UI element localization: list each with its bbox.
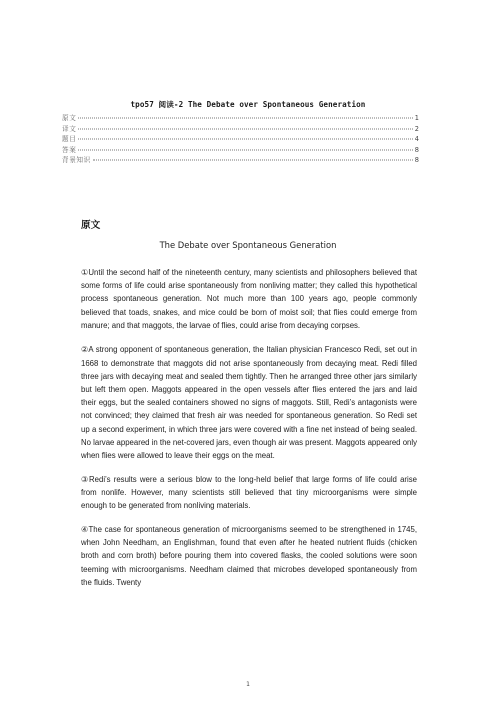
toc-entry-label: 题目 bbox=[62, 135, 77, 144]
toc-leader-dots bbox=[78, 118, 412, 119]
toc-entry[interactable] bbox=[62, 133, 419, 144]
section-heading: 原文 bbox=[81, 220, 101, 231]
toc-entry-label: 原文 bbox=[62, 114, 77, 122]
toc-entry-page: 2 bbox=[414, 124, 419, 133]
document-title: tpo57 阅读-2 The Debate over Spontaneous Generation bbox=[130, 100, 366, 109]
toc-entry-label: 答案 bbox=[62, 145, 77, 154]
toc-entry[interactable] bbox=[62, 144, 419, 155]
toc-leader-dots bbox=[78, 149, 412, 150]
paragraph: ③Redi’s results were a serious blow to the long-held belief that large forms of life could arise from nonlife. However, many scientists still believed that tiny microorganisms were simple enough to be generated from nonliving materials. bbox=[81, 474, 417, 511]
toc-entry-page: 8 bbox=[414, 156, 419, 165]
paragraph: ④The case for spontaneous generation of microorganisms seemed to be strengthened in 1745, when John Needham, an Englishman, found that even after he heated nutrient fluids (chicken broth and corn broth) before pouring them into covered flasks, the cooled solutions were soon teeming with microorganisms. Needham claimed that microbes developed spontaneously from the fluids. Twenty bbox=[81, 525, 417, 587]
toc-leader-dots bbox=[78, 139, 412, 140]
paragraph: ①Until the second half of the nineteenth century, many scientists and philosophers believed that some forms of life could arise spontaneously from nonliving matter; they called this hypothetical process spontaneous generation. Not much more than 100 years ago, people commonly believed that toads, snakes, and mice could be born of moist soil; that flies could emerge from manure; and that maggots, the larvae of flies, could arise from decaying corpses. bbox=[81, 268, 417, 330]
toc-entry[interactable] bbox=[62, 112, 419, 123]
toc-entry-label: 背景知识 bbox=[62, 156, 91, 165]
article-title: The Debate over Spontaneous Generation bbox=[159, 240, 337, 250]
paragraph: ②A strong opponent of spontaneous generation, the Italian physician Francesco Redi, set out in 1668 to demonstrate that maggots did not arise spontaneously from decaying meat. Redi filled three jars with decaying meat and sealed them tightly. Then he arranged three other jars similarly but left them open. Maggots appeared in the open vessels after flies entered the jars and laid their eggs, but the sealed containers showed no signs of maggots. Still, Redi’s antagonists were not convinced; they claimed that fresh air was needed for spontaneous generation. So Redi set up a second experiment, in which three jars were covered with a fine net instead of being sealed. No larvae appeared in the net-covered jars, even though air was present. Maggots appeared only when flies were allowed to leave their eggs on the meat. bbox=[81, 345, 417, 461]
toc-leader-dots bbox=[93, 160, 413, 161]
toc-entry[interactable] bbox=[62, 154, 419, 165]
toc-leader-dots bbox=[78, 128, 412, 129]
toc-entry-label: 译文 bbox=[62, 124, 77, 133]
table-of-contents bbox=[62, 112, 419, 165]
article-body bbox=[81, 266, 417, 600]
page-number: 1 bbox=[246, 681, 250, 688]
toc-entry-page: 4 bbox=[414, 135, 419, 144]
toc-entry[interactable] bbox=[62, 123, 419, 134]
toc-entry-page: 8 bbox=[414, 145, 419, 154]
toc-entry-page: 1 bbox=[414, 114, 419, 122]
